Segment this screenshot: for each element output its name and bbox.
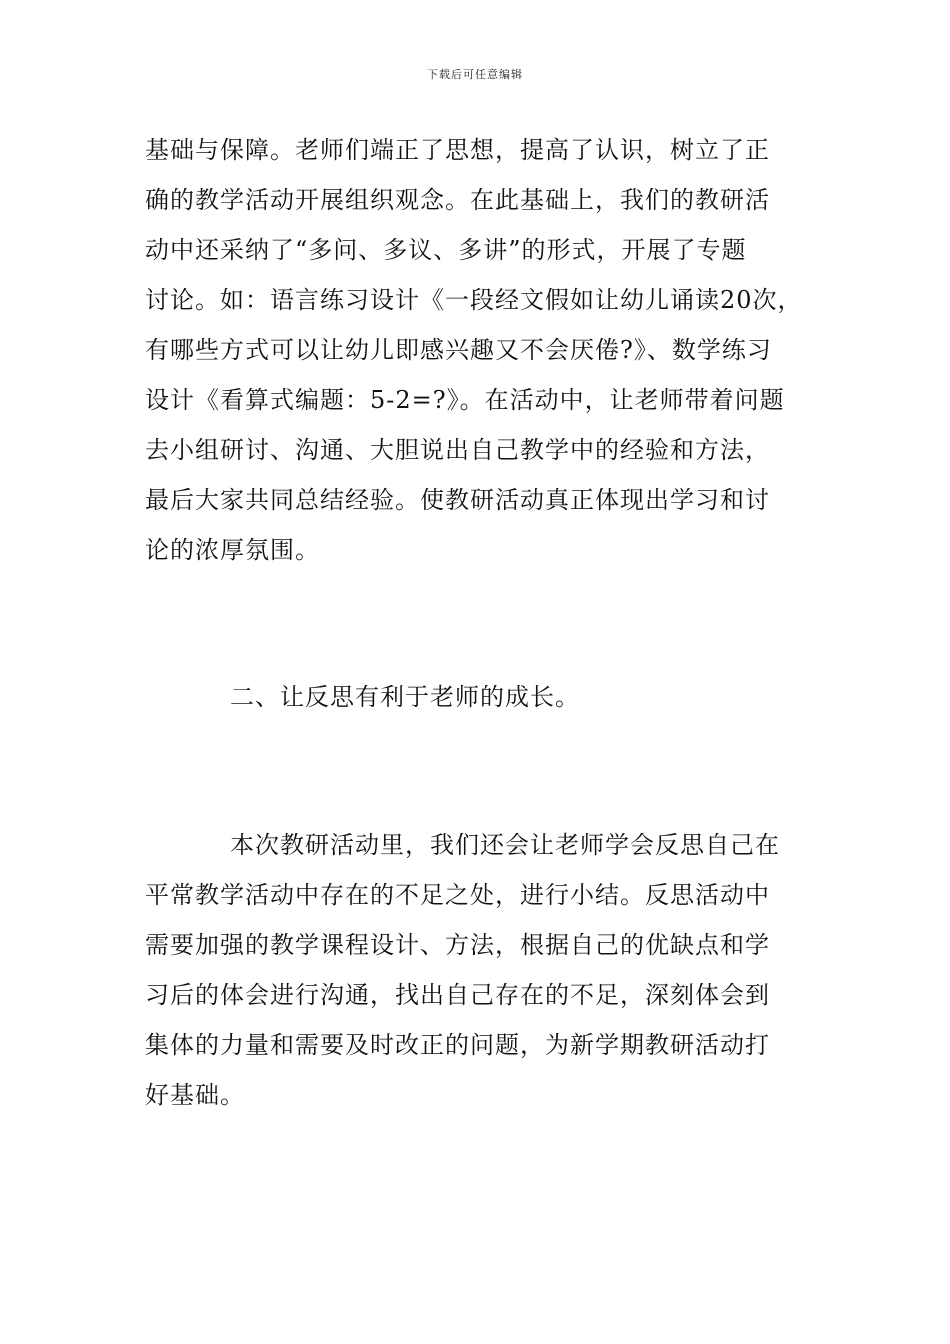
- paragraph-line: 讨论。如：语言练习设计《一段经文假如让幼儿诵读20次，: [145, 286, 803, 314]
- header-note: 下载后可任意编辑: [427, 68, 523, 81]
- paragraph-line: 设计《看算式编题：5-2=?》。在活动中，让老师带着问题: [145, 386, 785, 414]
- section-heading: 二、让反思有利于老师的成长。: [230, 683, 580, 711]
- paragraph-line: 确的教学活动开展组织观念。在此基础上，我们的教研活: [145, 186, 770, 214]
- paragraph-1: [145, 125, 810, 575]
- paragraph-line: 好基础。: [145, 1081, 245, 1109]
- paragraph-line: 需要加强的教学课程设计、方法，根据自己的优缺点和学: [145, 931, 770, 959]
- paragraph-line: 论的浓厚氛围。: [145, 536, 320, 564]
- paragraph-line: 最后大家共同总结经验。使教研活动真正体现出学习和讨: [145, 486, 770, 514]
- paragraph-2: [145, 820, 810, 1120]
- paragraph-line: 动中还采纳了“多问、多议、多讲”的形式，开展了专题: [145, 236, 747, 264]
- paragraph-line: 有哪些方式可以让幼儿即感兴趣又不会厌倦?》、数学练习: [145, 336, 772, 364]
- paragraph-line: 本次教研活动里，我们还会让老师学会反思自己在: [230, 831, 780, 859]
- paragraph-line: 习后的体会进行沟通，找出自己存在的不足，深刻体会到: [145, 981, 770, 1009]
- paragraph-line: 平常教学活动中存在的不足之处，进行小结。反思活动中: [145, 881, 770, 909]
- paragraph-line: 基础与保障。老师们端正了思想，提高了认识，树立了正: [145, 136, 770, 164]
- paragraph-line: 去小组研讨、沟通、大胆说出自己教学中的经验和方法，: [145, 436, 770, 464]
- paragraph-line: 集体的力量和需要及时改正的问题，为新学期教研活动打: [145, 1031, 770, 1059]
